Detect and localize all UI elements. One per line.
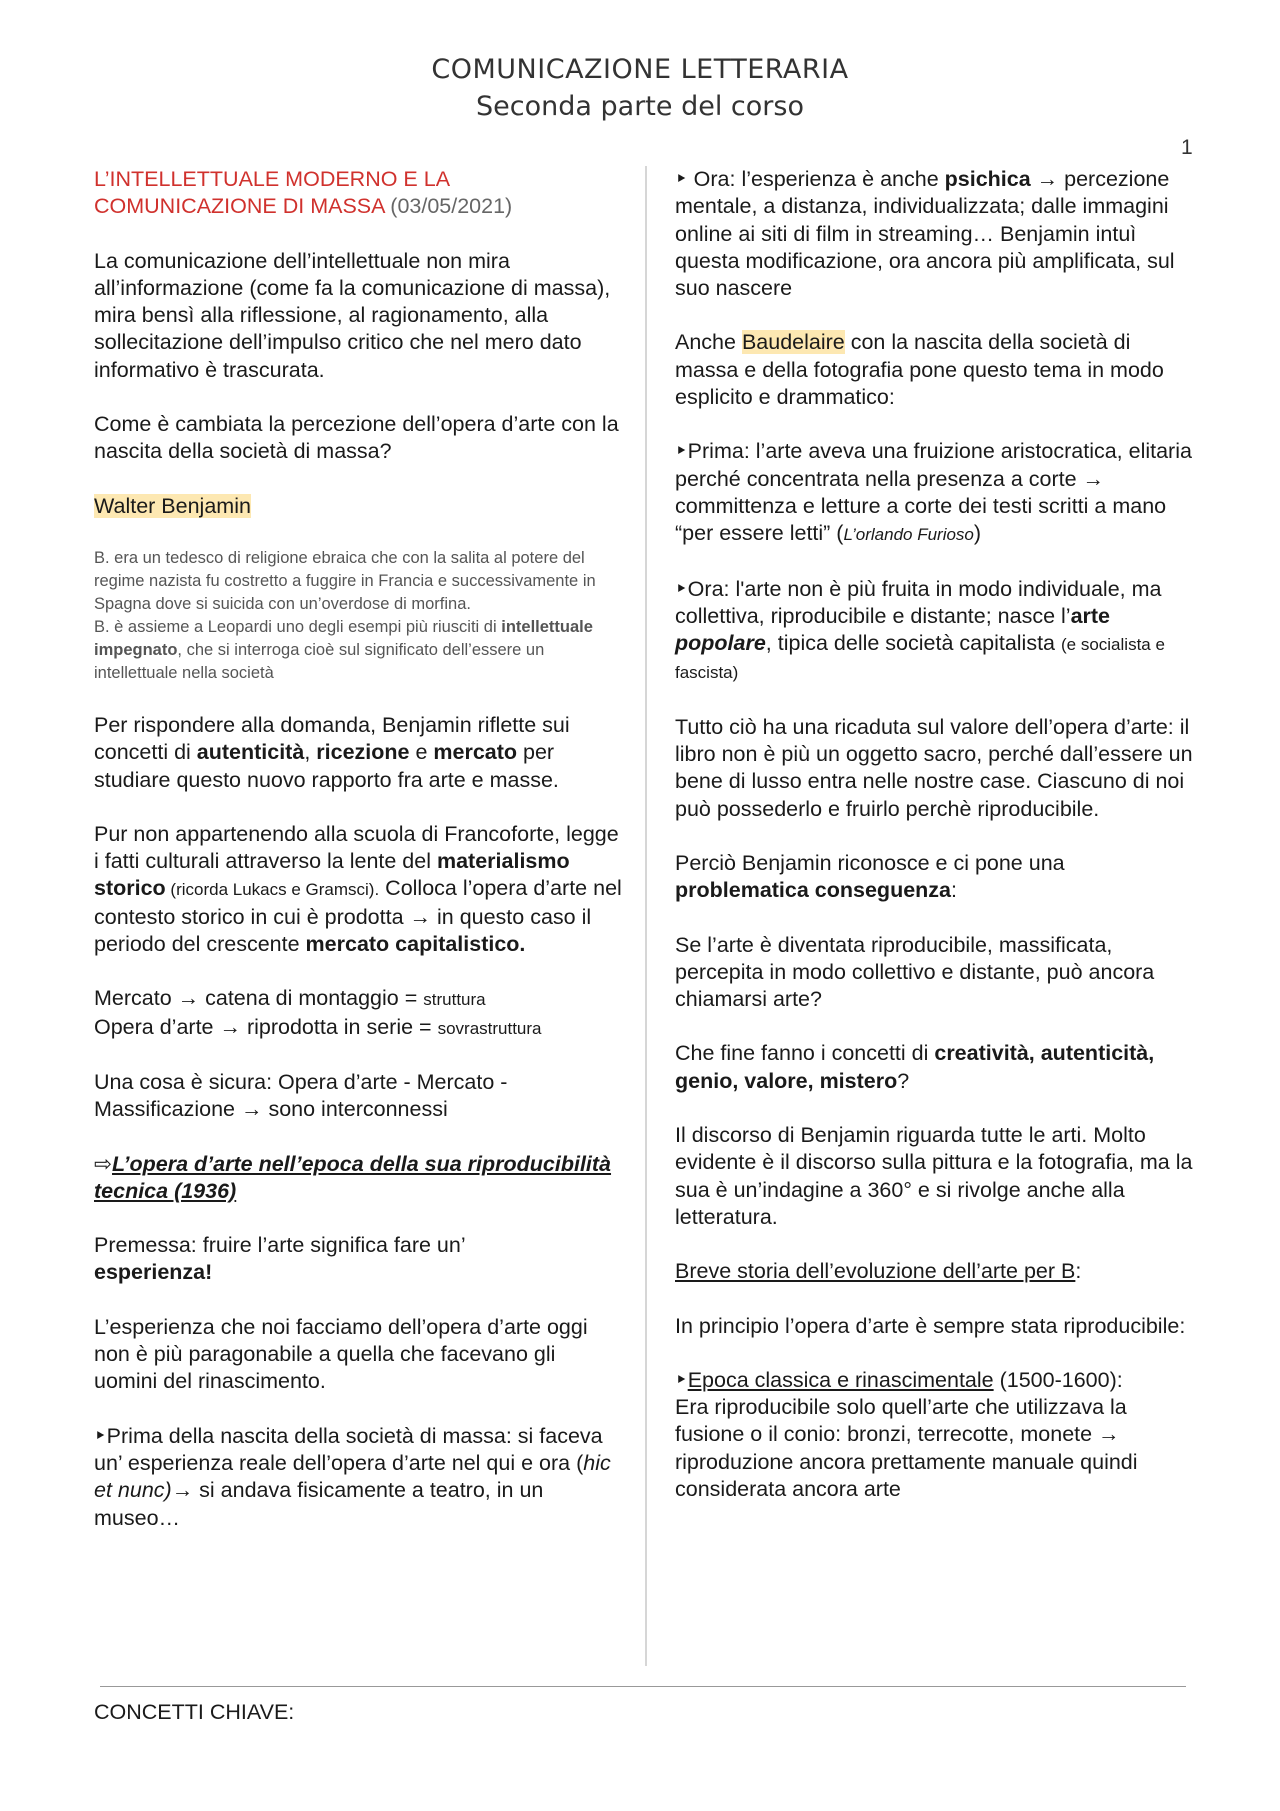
paragraph: L’esperienza che noi facciamo dell’opera d’arte oggi non è più paragonabile a quella che facevano gli uomini del rinascimento.: [94, 1314, 588, 1394]
paragraph: In principio l’opera d’arte è sempre stata riproducibile:: [675, 1313, 1186, 1338]
document-subtitle: Seconda parte del corso: [476, 91, 804, 122]
paragraph: Se l’arte è diventata riproducibile, massificata, percepita in modo collettivo e distante, può ancora chiamarsi arte?: [675, 932, 1155, 1012]
paragraph: Come è cambiata la percezione dell’opera d’arte con la nascita della società di massa?: [94, 412, 619, 464]
paragraph: Premessa: fruire l’arte significa fare un’ esperienza!: [94, 1233, 466, 1285]
paragraph: Tutto ciò ha una ricaduta sul valore dell’opera d’arte: il libro non è più un oggetto sacro, perché dall’essere un bene di lusso entra nelle nostre case. Ciascuno di noi può possederlo e fruirlo perchè riproducibile.: [675, 714, 1193, 821]
section-heading: [94, 166, 624, 221]
paragraph: Per rispondere alla domanda, Benjamin riflette sui concetti di autenticità, ricezione e mercato per studiare questo nuovo rapporto fra arte e masse.: [94, 712, 570, 792]
paragraph: Pur non appartenendo alla scuola di Francoforte, legge i fatti culturali attraverso la lente del materialismo storico (ricorda Lukacs e Gramsci). Colloca l’opera d’arte nel contesto storico in cui è prodotta → in questo caso il periodo del crescente mercato capitalistico.: [94, 821, 622, 957]
note-text: B. è assieme a Leopardi uno degli esempi più riusciti di intellettuale impegnato, che si interroga cioè sul significato dell’essere un intellettuale nella società: [94, 617, 593, 682]
column-divider: [645, 166, 647, 1666]
paragraph: Che fine fanno i concetti di creatività, autenticità, genio, valore, mistero?: [675, 1041, 1155, 1093]
left-column: [94, 166, 624, 1559]
footer-rule: [100, 1686, 1186, 1687]
paragraph: ‣Epoca classica e rinascimentale (1500-1600): Era riproducibile solo quell’arte che utilizzava la fusione o il conio: bronzi, terrecotte, monete → riproduzione ancora prettamente manuale quindi considerata ancora arte: [675, 1367, 1138, 1501]
paragraph: Il discorso di Benjamin riguarda tutte le arti. Molto evidente è il discorso sulla pittura e la fotografia, ma la sua è un’indagine a 360° e si rivolge anche alla letteratura.: [675, 1123, 1193, 1229]
market-mapping: Mercato → catena di montaggio = struttura Opera d’arte → riprodotta in serie = sovrastruttura: [94, 986, 542, 1039]
paragraph: ‣Prima della nascita della società di massa: si faceva un’ esperienza reale dell’opera d’arte nel qui e ora (hic et nunc)→ si andava fisicamente a teatro, in un museo…: [94, 1423, 611, 1530]
page-number: 1: [1181, 136, 1193, 159]
right-column: [675, 166, 1195, 1530]
paragraph: ‣Prima: l’arte aveva una fruizione aristocratica, elitaria perché concentrata nella presenza a corte → committenza e letture a corte dei testi scritti a mano “per essere letti” (L’orlando Furioso): [675, 439, 1192, 546]
paragraph: La comunicazione dell’intellettuale non mira all’informazione (come fa la comunicazione di massa), mira bensì alla riflessione, al ragionamento, alla sollecitazione dell’impulso critico che nel mero dato informativo è trascurata.: [94, 248, 611, 382]
paragraph: ‣Ora: l'arte non è più fruita in modo individuale, ma collettiva, riproducibile e distante; nasce l’arte popolare, tipica delle società capitalista (e socialista e fascista): [675, 576, 1165, 683]
paragraph: Una cosa è sicura: Opera d’arte - Mercato -Massificazione → sono interconnessi: [94, 1069, 508, 1122]
book-title: ⇨L’opera d’arte nell’epoca della sua riproducibilità tecnica (1936): [94, 1151, 612, 1203]
author-name: [94, 493, 624, 520]
heading-line-1: L’INTELLETTUALE MODERNO E LA: [94, 167, 451, 191]
document-header: [0, 54, 1280, 122]
note-text: B. era un tedesco di religione ebraica che con la salita al potere del regime nazista fu costretto a fuggire in Francia e successivamente in Spagna dove si suicida con un’overdose di morfina.: [94, 548, 596, 613]
highlighted-name: Walter Benjamin: [94, 493, 251, 518]
subheading: Breve storia dell’evoluzione dell’arte per B:: [675, 1259, 1082, 1284]
document-title: COMUNICAZIONE LETTERARIA: [431, 54, 849, 85]
arrow-icon: ⇨: [94, 1151, 113, 1176]
heading-line-2: COMUNICAZIONE DI MASSA: [94, 194, 385, 219]
highlighted-name: Baudelaire: [741, 330, 845, 355]
heading-date: (03/05/2021): [390, 194, 513, 219]
paragraph: Anche Baudelaire con la nascita della società di massa e della fotografia pone questo tema in modo esplicito e drammatico:: [675, 330, 1164, 410]
paragraph: ‣ Ora: l’esperienza è anche psichica → percezione mentale, a distanza, individualizzata; dalle immagini online ai siti di film in streaming… Benjamin intuì questa modificazione, ora ancora più amplificata, sul suo nascere: [675, 167, 1175, 301]
biographical-note: [94, 547, 624, 685]
paragraph: Perciò Benjamin riconosce e ci pone una problematica conseguenza:: [675, 850, 1065, 903]
footer-label: CONCETTI CHIAVE:: [94, 1700, 295, 1724]
